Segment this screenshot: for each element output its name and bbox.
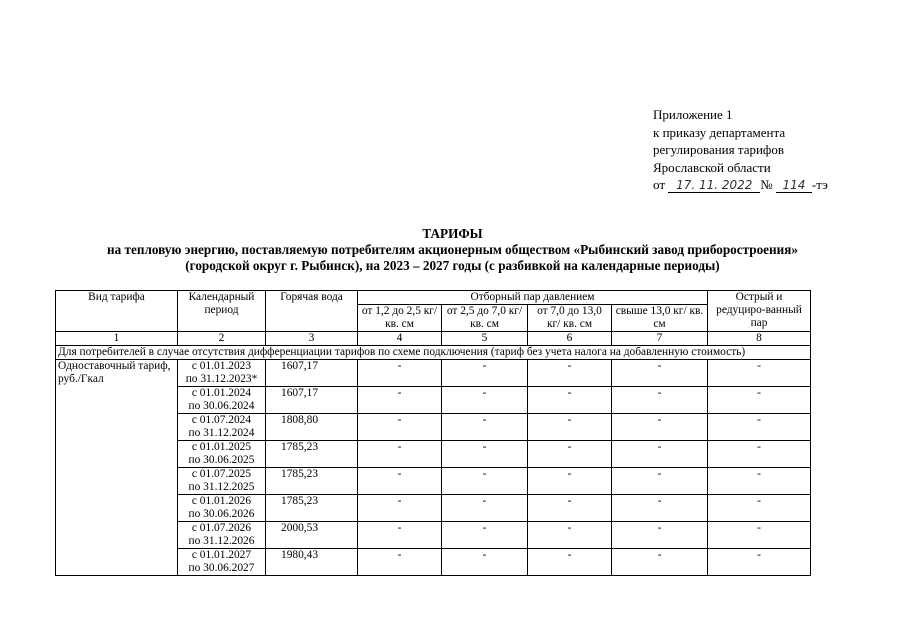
period-to: по 31.12.2023* bbox=[185, 373, 258, 385]
period-cell bbox=[178, 522, 266, 549]
hot-water-value: 1980,43 bbox=[266, 549, 358, 576]
header-hot-water: Горячая вода bbox=[266, 291, 358, 332]
sharp-steam-value: - bbox=[708, 549, 811, 576]
steam-value: - bbox=[358, 468, 442, 495]
hot-water-value: 1785,23 bbox=[266, 441, 358, 468]
period-cell bbox=[178, 360, 266, 387]
steam-value: - bbox=[442, 495, 528, 522]
period-to: по 30.06.2024 bbox=[188, 400, 255, 412]
steam-value: - bbox=[528, 468, 612, 495]
hot-water-value: 1808,80 bbox=[266, 414, 358, 441]
period-from: с 01.07.2024 bbox=[191, 414, 252, 426]
period-to: по 30.06.2027 bbox=[188, 562, 255, 574]
appendix-block bbox=[653, 106, 828, 194]
hot-water-value: 1607,17 bbox=[266, 360, 358, 387]
order-reference bbox=[653, 176, 828, 194]
appendix-line: Ярославской области bbox=[653, 159, 771, 175]
tariff-name: Одноставочный тариф, руб./Гкал bbox=[56, 360, 178, 576]
period-cell bbox=[178, 387, 266, 414]
steam-value: - bbox=[442, 522, 528, 549]
column-number: 8 bbox=[708, 332, 811, 346]
steam-value: - bbox=[528, 549, 612, 576]
column-number: 4 bbox=[358, 332, 442, 346]
header-row-1 bbox=[56, 291, 811, 305]
steam-value: - bbox=[442, 441, 528, 468]
sharp-steam-value: - bbox=[708, 468, 811, 495]
period-to: по 31.12.2024 bbox=[188, 427, 255, 439]
period-from: с 01.01.2025 bbox=[191, 441, 252, 453]
steam-value: - bbox=[358, 387, 442, 414]
period-from: с 01.01.2024 bbox=[191, 387, 252, 399]
steam-value: - bbox=[442, 414, 528, 441]
period-from: с 01.07.2026 bbox=[191, 522, 252, 534]
steam-value: - bbox=[612, 522, 708, 549]
steam-value: - bbox=[358, 549, 442, 576]
period-to: по 30.06.2026 bbox=[188, 508, 255, 520]
period-cell bbox=[178, 495, 266, 522]
header-steam-group: Отборный пар давлением bbox=[358, 291, 708, 305]
steam-value: - bbox=[358, 441, 442, 468]
steam-value: - bbox=[442, 360, 528, 387]
steam-value: - bbox=[612, 549, 708, 576]
column-number: 3 bbox=[266, 332, 358, 346]
steam-value: - bbox=[528, 441, 612, 468]
steam-value: - bbox=[612, 387, 708, 414]
title-line-3: (городской округ г. Рыбинск), на 2023 – 2027 годы (с разбивкой на календарные периоды) bbox=[185, 258, 720, 273]
title-line-2: на тепловую энергию, поставляемую потребителям акционерным обществом «Рыбинский завод приборостроения» bbox=[107, 242, 798, 257]
order-date-handwritten: 17. 11. 2022 bbox=[668, 179, 760, 193]
period-from: с 01.01.2023 bbox=[191, 360, 252, 372]
hot-water-value: 1607,17 bbox=[266, 387, 358, 414]
steam-value: - bbox=[612, 468, 708, 495]
header-tariff-type: Вид тарифа bbox=[56, 291, 178, 332]
table-row bbox=[56, 360, 811, 387]
steam-value: - bbox=[612, 441, 708, 468]
header-sharp-steam: Острый и редуциро-ванный пар bbox=[708, 291, 811, 332]
column-number: 1 bbox=[56, 332, 178, 346]
steam-value: - bbox=[528, 387, 612, 414]
period-from: с 01.07.2025 bbox=[191, 468, 252, 480]
period-cell bbox=[178, 468, 266, 495]
steam-value: - bbox=[358, 414, 442, 441]
steam-value: - bbox=[442, 468, 528, 495]
steam-value: - bbox=[528, 522, 612, 549]
steam-value: - bbox=[528, 414, 612, 441]
steam-value: - bbox=[528, 360, 612, 387]
steam-value: - bbox=[612, 495, 708, 522]
steam-value: - bbox=[442, 549, 528, 576]
steam-value: - bbox=[442, 387, 528, 414]
sharp-steam-value: - bbox=[708, 441, 811, 468]
column-number: 6 bbox=[528, 332, 612, 346]
tariff-table bbox=[55, 290, 811, 576]
period-to: по 31.12.2025 bbox=[188, 481, 255, 493]
hot-water-value: 2000,53 bbox=[266, 522, 358, 549]
header-steam-4: свыше 13,0 кг/ кв. см bbox=[612, 305, 708, 332]
period-cell bbox=[178, 414, 266, 441]
sharp-steam-value: - bbox=[708, 495, 811, 522]
sharp-steam-value: - bbox=[708, 414, 811, 441]
sharp-steam-value: - bbox=[708, 387, 811, 414]
section-row bbox=[56, 346, 811, 360]
document-title bbox=[0, 226, 905, 274]
appendix-line: регулирования тарифов bbox=[653, 142, 784, 157]
column-number: 5 bbox=[442, 332, 528, 346]
header-steam-1: от 1,2 до 2,5 кг/ кв. см bbox=[358, 305, 442, 332]
steam-value: - bbox=[358, 360, 442, 387]
order-number-prefix: № bbox=[760, 177, 773, 192]
appendix-line: Приложение 1 bbox=[653, 107, 733, 122]
steam-value: - bbox=[528, 495, 612, 522]
column-number: 2 bbox=[178, 332, 266, 346]
steam-value: - bbox=[358, 495, 442, 522]
hot-water-value: 1785,23 bbox=[266, 468, 358, 495]
order-suffix: -тэ bbox=[811, 177, 828, 192]
steam-value: - bbox=[612, 360, 708, 387]
order-prefix: от bbox=[653, 177, 666, 192]
header-steam-2: от 2,5 до 7,0 кг/ кв. см bbox=[442, 305, 528, 332]
order-number-handwritten: 114 bbox=[776, 179, 812, 193]
header-period: Календарный период bbox=[178, 291, 266, 332]
steam-value: - bbox=[612, 414, 708, 441]
column-number: 7 bbox=[612, 332, 708, 346]
header-steam-3: от 7,0 до 13,0 кг/ кв. см bbox=[528, 305, 612, 332]
period-cell bbox=[178, 549, 266, 576]
title-line-1: ТАРИФЫ bbox=[422, 226, 483, 241]
period-to: по 30.06.2025 bbox=[188, 454, 255, 466]
column-numbers-row bbox=[56, 332, 811, 346]
section-title: Для потребителей в случае отсутствия дифференциации тарифов по схеме подключения (тариф без учета налога на добавленную стоимость) bbox=[56, 346, 811, 360]
period-cell bbox=[178, 441, 266, 468]
appendix-line: к приказу департамента bbox=[653, 124, 786, 140]
steam-value: - bbox=[358, 522, 442, 549]
period-from: с 01.01.2026 bbox=[191, 495, 252, 507]
hot-water-value: 1785,23 bbox=[266, 495, 358, 522]
sharp-steam-value: - bbox=[708, 360, 811, 387]
period-from: с 01.01.2027 bbox=[191, 549, 252, 561]
period-to: по 31.12.2026 bbox=[188, 535, 255, 547]
sharp-steam-value: - bbox=[708, 522, 811, 549]
